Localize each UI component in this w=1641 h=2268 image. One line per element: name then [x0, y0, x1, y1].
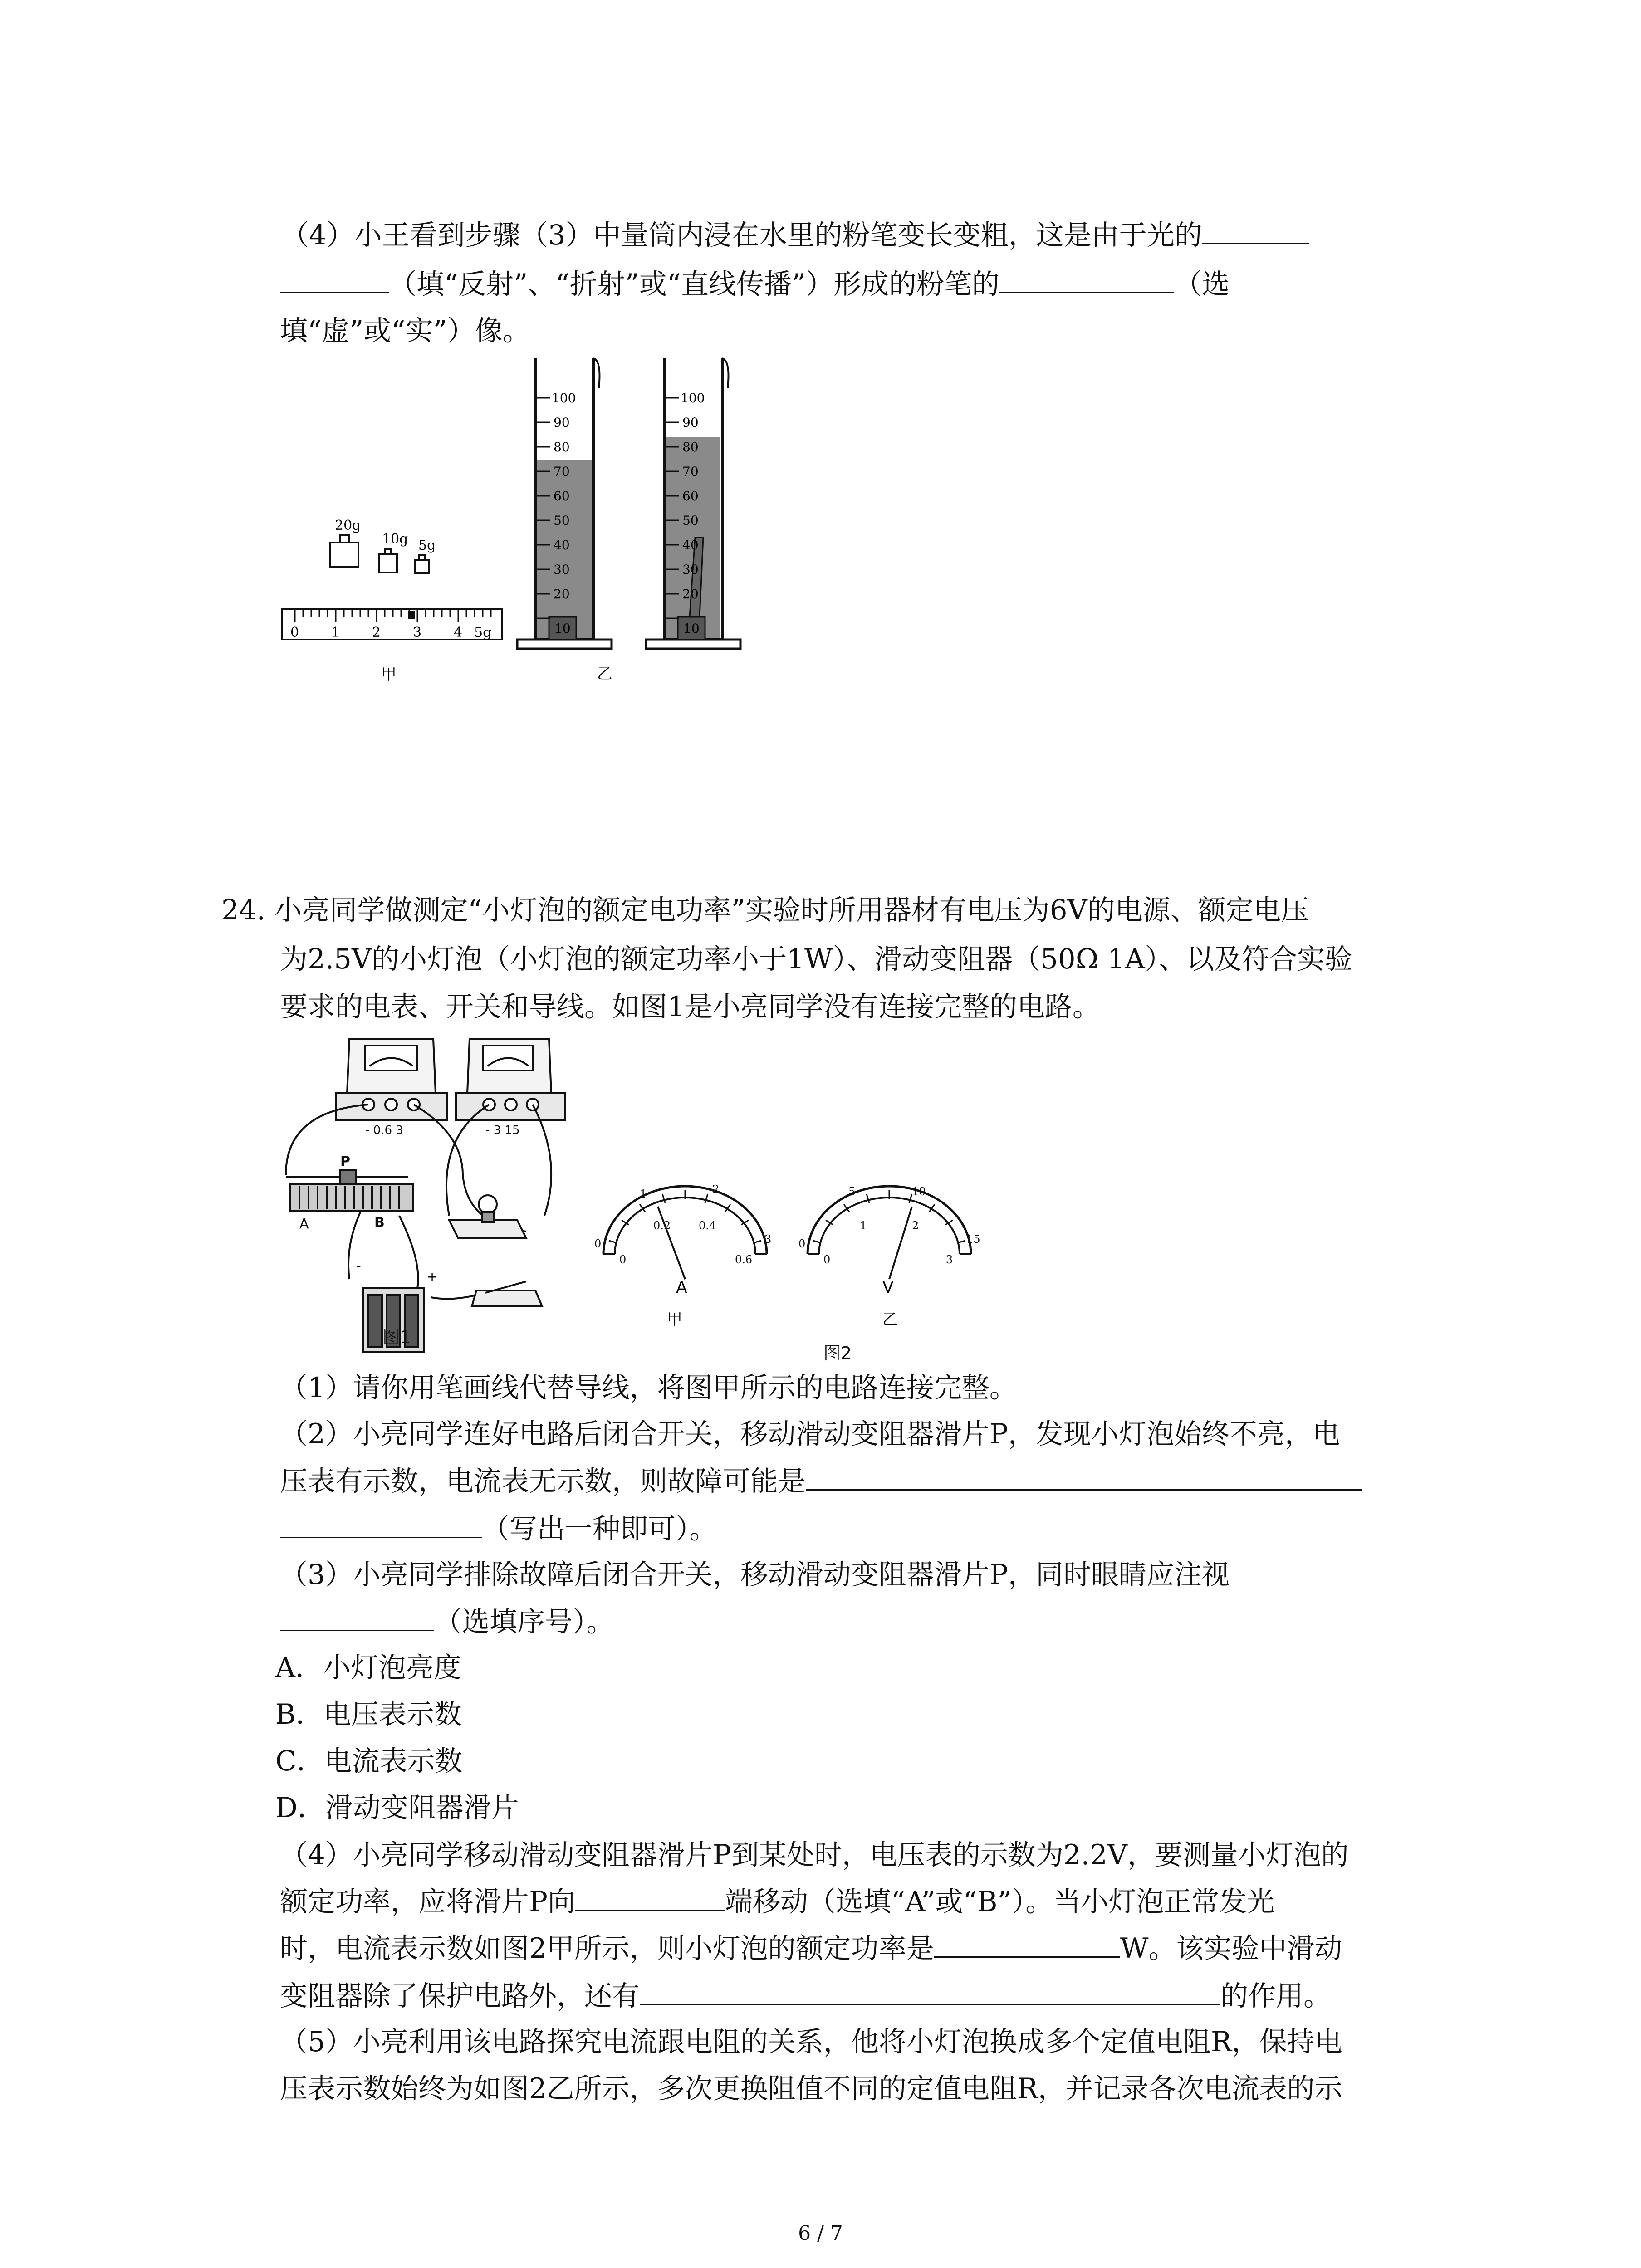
answer-blank[interactable] — [999, 266, 1174, 293]
tick-5g: 5g — [474, 625, 492, 640]
weight-5g — [415, 555, 429, 573]
weight-10g — [379, 549, 397, 572]
fig1-caption: 图1 — [382, 1327, 411, 1347]
q23-line2-text: （填“反射”、“折射”或“直线传播”）形成的粉笔的 — [389, 268, 1000, 300]
option-d: D．滑动变阻器滑片 — [275, 1792, 519, 1824]
balance-figure — [281, 508, 508, 708]
weight-20g — [330, 535, 358, 567]
q23-line3 — [280, 313, 530, 349]
part2-line1: （2）小亮同学连好电路后闭合开关，移动滑动变阻器滑片P，发现小灯泡始终不亮，电 — [280, 1418, 1340, 1450]
label-plus: + — [426, 1269, 438, 1285]
voltmeter-caption: 乙 — [882, 1310, 898, 1329]
tick-4: 4 — [454, 625, 463, 640]
answer-blank[interactable] — [1202, 217, 1309, 244]
ammeter-needle — [658, 1207, 685, 1279]
part4-line2-text: 额定功率，应将滑片P向 — [280, 1886, 576, 1918]
answer-blank[interactable] — [280, 1603, 434, 1631]
scale2-20: 20 — [682, 587, 699, 601]
scale-70: 70 — [554, 464, 570, 479]
scale2-70: 70 — [682, 464, 699, 479]
label-a: A — [299, 1216, 309, 1232]
answer-blank[interactable] — [640, 1978, 1220, 2005]
meter-ammeter-face — [594, 1183, 771, 1329]
cylinder-left — [517, 358, 612, 649]
cylinder-right — [646, 358, 740, 649]
part4-line3 — [280, 1930, 1342, 1967]
answer-blank[interactable] — [806, 1463, 1362, 1491]
option-c: C．电流表示数 — [275, 1745, 463, 1777]
lamp — [449, 1195, 526, 1238]
scale2-100: 100 — [681, 391, 705, 406]
part2-line3-text: （写出一种即可）。 — [482, 1513, 717, 1545]
meter-voltmeter-face — [798, 1185, 980, 1329]
part4-line3-tail: W。该实验中滑动 — [1120, 1932, 1342, 1965]
part2-line2 — [280, 1463, 1362, 1500]
q23-line1 — [281, 217, 1309, 254]
scale2-50: 50 — [682, 513, 699, 528]
part3-line1: （3）小亮同学排除故障后闭合开关，移动滑动变阻器滑片P，同时眼睛应注视 — [280, 1559, 1230, 1591]
v-top-2: 10 — [912, 1185, 926, 1198]
scale-90: 90 — [554, 415, 570, 430]
scale-80: 80 — [554, 440, 570, 455]
q24-line1: 24. 小亮同学做测定“小灯泡的额定电功率”实验时所用器材有电压为6V的电源、额定电压 — [221, 894, 1309, 926]
ammeter-terminals: - 0.6 3 — [365, 1124, 403, 1137]
scale2-40: 40 — [682, 538, 699, 552]
q24-line2: 为2.5V的小灯泡（小灯泡的额定功率小于1W）、滑动变阻器（50Ω 1A）、以及符合实验 — [280, 943, 1353, 975]
q23-line2 — [280, 266, 1230, 303]
weight-label-10g: 10g — [382, 531, 408, 547]
a-bot-2: 0.4 — [699, 1219, 716, 1232]
part4-line4 — [280, 1978, 1331, 2014]
scale2-90: 90 — [682, 415, 699, 430]
v-top-1: 5 — [848, 1185, 856, 1198]
label-b: B — [374, 1215, 385, 1231]
part4-line4-text: 变阻器除了保护电路外，还有 — [280, 1980, 640, 2012]
voltmeter-terminals: - 3 15 — [485, 1124, 520, 1137]
weight-label-20g: 20g — [335, 518, 361, 533]
a-bot-3: 0.6 — [735, 1253, 753, 1266]
voltmeter-unit: V — [882, 1278, 894, 1297]
fig2-caption: 图2 — [823, 1343, 852, 1363]
scale2-80: 80 — [682, 440, 699, 455]
scale-beam — [282, 609, 502, 640]
switch — [472, 1281, 542, 1306]
part4-line2-tail: 端移动（选填“A”或“B”）。当小灯泡正常发光 — [725, 1886, 1275, 1918]
option-b: B．电压表示数 — [275, 1698, 462, 1730]
part1: （1）请你用笔画线代替导线，将图甲所示的电路连接完整。 — [280, 1372, 1017, 1404]
scale-20: 20 — [554, 587, 570, 601]
a-top-2: 2 — [712, 1183, 720, 1196]
v-top-0: 0 — [798, 1237, 806, 1250]
v-bot-0: 0 — [823, 1253, 831, 1266]
scale-10: 10 — [554, 621, 571, 636]
option-a: A．小灯泡亮度 — [275, 1652, 462, 1684]
v-top-3: 15 — [966, 1233, 980, 1246]
part2-line3 — [280, 1510, 717, 1547]
ammeter-unit: A — [676, 1278, 687, 1297]
part2-line2-text: 压表有示数，电流表无示数，则故障可能是 — [280, 1465, 806, 1497]
tick-2: 2 — [372, 625, 381, 640]
page-number: 6 / 7 — [798, 2222, 843, 2245]
answer-blank[interactable] — [575, 1883, 725, 1911]
tick-0: 0 — [290, 625, 299, 640]
answer-blank[interactable] — [934, 1930, 1120, 1958]
tick-1: 1 — [331, 625, 340, 640]
answer-blank[interactable] — [280, 266, 389, 293]
part3-line2-text: （选填序号）。 — [434, 1606, 614, 1638]
a-top-3: 3 — [764, 1233, 772, 1246]
weight-label-5g: 5g — [418, 538, 436, 553]
scale-50: 50 — [554, 513, 570, 528]
part5-line1: （5）小亮利用该电路探究电流跟电阻的关系，他将小灯泡换成多个定值电阻R，保持电 — [280, 2026, 1342, 2058]
label-p: P — [340, 1154, 350, 1169]
scale-60: 60 — [554, 489, 570, 503]
voltmeter-needle — [889, 1207, 912, 1279]
v-bot-1: 1 — [860, 1219, 867, 1232]
part4-line2 — [280, 1883, 1274, 1920]
part5-line2: 压表示数始终为如图2乙所示，多次更换阻值不同的定值电阻R，并记录各次电流表的示 — [280, 2072, 1342, 2105]
part4-line3-text: 时，电流表示数如图2甲所示，则小灯泡的额定功率是 — [280, 1932, 934, 1965]
scale-100: 100 — [552, 391, 576, 406]
a-top-1: 1 — [640, 1188, 647, 1200]
rheostat — [286, 1170, 413, 1211]
ammeter-caption: 甲 — [667, 1310, 682, 1329]
a-bot-0: 0 — [619, 1253, 627, 1266]
part4-line1: （4）小亮同学移动滑动变阻器滑片P到某处时，电压表的示数为2.2V，要测量小灯泡的 — [280, 1839, 1349, 1871]
voltmeter — [456, 1039, 565, 1120]
meters-figure — [585, 1179, 994, 1370]
scale2-10: 10 — [683, 621, 700, 636]
scale-30: 30 — [554, 562, 570, 577]
label-minus: - — [356, 1258, 361, 1274]
scale2-60: 60 — [682, 489, 699, 503]
part4-line4-tail: 的作用。 — [1220, 1980, 1332, 2012]
ammeter — [336, 1039, 447, 1120]
q24-line3: 要求的电表、开关和导线。如图1是小亮同学没有连接完整的电路。 — [280, 991, 1100, 1023]
circuit-figure — [272, 1025, 572, 1356]
cylinders-figure — [513, 356, 767, 689]
part3-line2 — [280, 1603, 614, 1640]
scale-40: 40 — [554, 538, 570, 552]
tick-3: 3 — [413, 625, 422, 640]
scale2-30: 30 — [682, 562, 699, 577]
a-bot-1: 0.2 — [653, 1219, 671, 1232]
v-bot-3: 3 — [946, 1253, 953, 1266]
caption-jia: 甲 — [381, 665, 397, 684]
a-top-0: 0 — [594, 1237, 602, 1250]
q23-line1-text: （4）小王看到步骤（3）中量筒内浸在水里的粉笔变长变粗，这是由于光的 — [281, 219, 1202, 251]
rider — [408, 611, 415, 619]
answer-blank[interactable] — [280, 1510, 482, 1538]
caption-yi: 乙 — [597, 665, 612, 683]
q23-line3-text: 填“虚”或“实”）像。 — [280, 315, 530, 347]
q23-line2-tail: （选 — [1174, 268, 1230, 300]
v-bot-2: 2 — [912, 1219, 919, 1232]
